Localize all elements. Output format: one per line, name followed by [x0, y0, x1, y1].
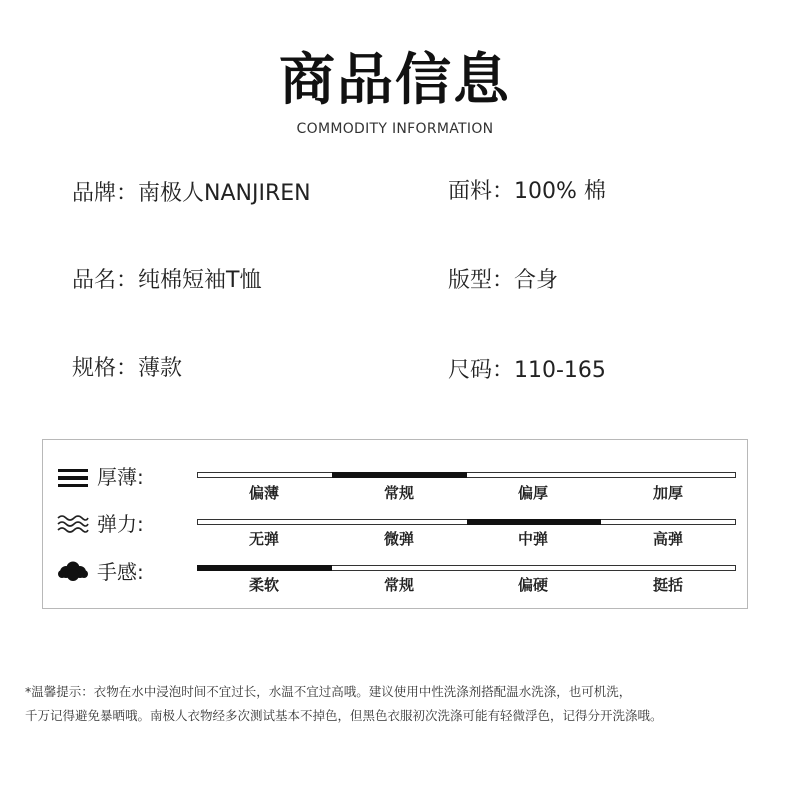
- scale-selected-segment: [332, 472, 467, 478]
- attribute-scale: [197, 519, 736, 525]
- scale-selected-segment: [467, 519, 602, 525]
- cloud-icon: [57, 561, 89, 581]
- scale-option: 挺括: [652, 576, 683, 594]
- info-product-name: 品名：纯棉短袖T恤: [72, 268, 262, 293]
- care-note-line-2: 千万记得避免暴晒哦。南极人衣物经多次测试基本不掉色，但黑色衣服初次洗涤可能有轻微浮色，记得分开洗涤哦。: [25, 708, 663, 723]
- scale-option: 加厚: [652, 484, 683, 502]
- care-note-line-1: *温馨提示：衣物在水中浸泡时间不宜过长，水温不宜过高哦。建议使用中性洗涤剂搭配温水洗涤，也可机洗，: [25, 684, 632, 699]
- info-fabric: 面料：100% 棉: [448, 179, 606, 204]
- info-spec: 规格：薄款: [72, 356, 183, 381]
- scale-selected-segment: [197, 565, 332, 571]
- attribute-scale: [197, 472, 736, 478]
- scale-option: 偏厚: [517, 484, 548, 502]
- attribute-label: 弹力:: [97, 512, 144, 536]
- thickness-icon: [57, 468, 89, 488]
- info-fit: 版型：合身: [448, 268, 559, 293]
- scale-option: 高弹: [652, 530, 683, 548]
- attribute-panel: [42, 439, 748, 609]
- scale-option: 常规: [383, 576, 414, 594]
- attribute-label: 厚薄:: [97, 465, 144, 489]
- scale-option: 无弹: [248, 530, 279, 548]
- scale-option: 常规: [383, 484, 414, 502]
- scale-option: 中弹: [517, 530, 548, 548]
- attribute-label: 手感:: [97, 560, 144, 584]
- scale-option: 偏薄: [248, 484, 279, 502]
- elasticity-icon: [57, 514, 89, 534]
- page-subtitle: COMMODITY INFORMATION: [296, 121, 494, 137]
- page-title: 商品信息: [279, 48, 511, 113]
- info-size: 尺码：110-165: [448, 358, 606, 383]
- scale-option: 微弹: [383, 530, 414, 548]
- attribute-scale: [197, 565, 736, 571]
- info-brand: 品牌：南极人NANJIREN: [72, 181, 311, 206]
- scale-option: 柔软: [248, 576, 279, 594]
- scale-option: 偏硬: [517, 576, 548, 594]
